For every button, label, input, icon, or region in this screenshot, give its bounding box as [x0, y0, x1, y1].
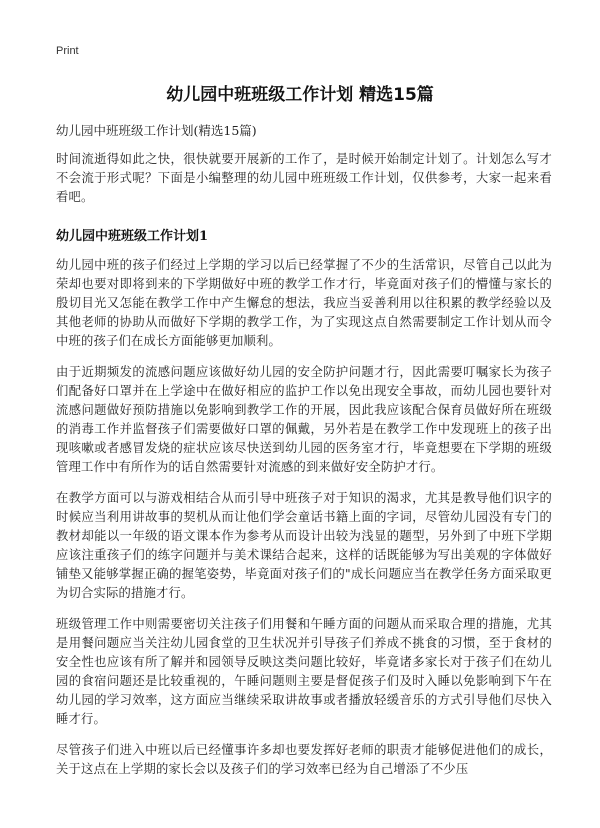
body-paragraph: 由于近期频发的流感问题应该做好幼儿园的安全防护问题才行，因此需要叮嘱家长为孩子们配备好口罩并在上学途中在做好相应的监护工作以免出现安全事故，而幼儿园也要针对流感问题做好预防措施以免影响到教学工作的开展，因此我应该配合保育员做好所在班级的消毒工作并监督孩子们需要做好口罩的佩戴，另外若是在教学工作中发现班上的孩子出现咳嗽或者感冒发烧的症状应该尽快送到幼儿园的医务室才行，毕竟想要在下学期的班级管理工作中有所作为的话自然需要针对流感的到来做好安全防护才行。 — [56, 365, 552, 474]
body-paragraph: 幼儿园中班的孩子们经过上学期的学习以后已经掌握了不少的生活常识，尽管自己以此为荣却也要对即将到来的下学期做好中班的教学工作才行，毕竟面对孩子们的懵懂与家长的殷切目光又怎能在教学工作中产生懈怠的想法，我应当妥善利用以往积累的教学经验以及其他老师的协助从而做好下学期的教学工作，为了实现这点自然需要制定工作计划从而令中班的孩子们在成长方面能够更加顺利。 — [56, 258, 552, 348]
body-paragraph: 班级管理工作中则需要密切关注孩子们用餐和午睡方面的问题从而采取合理的措施，尤其是用餐问题应当关注幼儿园食堂的卫生状况并引导孩子们养成不挑食的习惯，至于食材的安全性也应该有所了解并和园领导反映这类问题比较好，毕竟诸多家长对于孩子们在幼儿园的食宿问题还是比较重视的，午睡问题则主要是督促孩子们及时入睡以免影响到下午在幼儿园的学习效率，这方面应当继续采取讲故事或者播放轻缓音乐的方式引导他们尽快入睡才行。 — [56, 617, 552, 726]
print-link[interactable]: Print — [56, 45, 79, 57]
intro-paragraph: 时间流逝得如此之快，很快就要开展新的工作了，是时候开始制定计划了。计划怎么写才不会流于形式呢？下面是小编整理的幼儿园中班班级工作计划，仅供参考，大家一起来看看吧。 — [56, 152, 552, 204]
document-body — [56, 150, 552, 791]
page-title: 幼儿园中班班级工作计划 精选15篇 — [166, 85, 434, 105]
section-heading: 幼儿园中班班级工作计划1 — [56, 229, 209, 244]
body-paragraph: 尽管孩子们进入中班以后已经懂事许多却也要发挥好老师的职责才能够促进他们的成长，关于这点在上学期的家长会以及孩子们的学习效率已经为自己增添了不少压 — [56, 743, 552, 776]
body-paragraph: 在教学方面可以与游戏相结合从而引导中班孩子对于知识的渴求，尤其是教导他们识字的时候应当利用讲故事的契机从而让他们学会童话书籍上面的字词，尽管幼儿园没有专门的教材却能以一年级的语文课本作为参考从而设计出较为浅显的题型，另外到了中班下学期应该注重孩子们的练字问题并与美术课结合起来，这样的话既能够为写出美观的字体做好铺垫又能够掌握正确的握笔姿势，毕竟面对孩子们的"成长问题应当在教学任务方面采取更为切合实际的措施才行。 — [56, 491, 552, 600]
document-subtitle: 幼儿园中班班级工作计划(精选15篇) — [56, 123, 257, 138]
